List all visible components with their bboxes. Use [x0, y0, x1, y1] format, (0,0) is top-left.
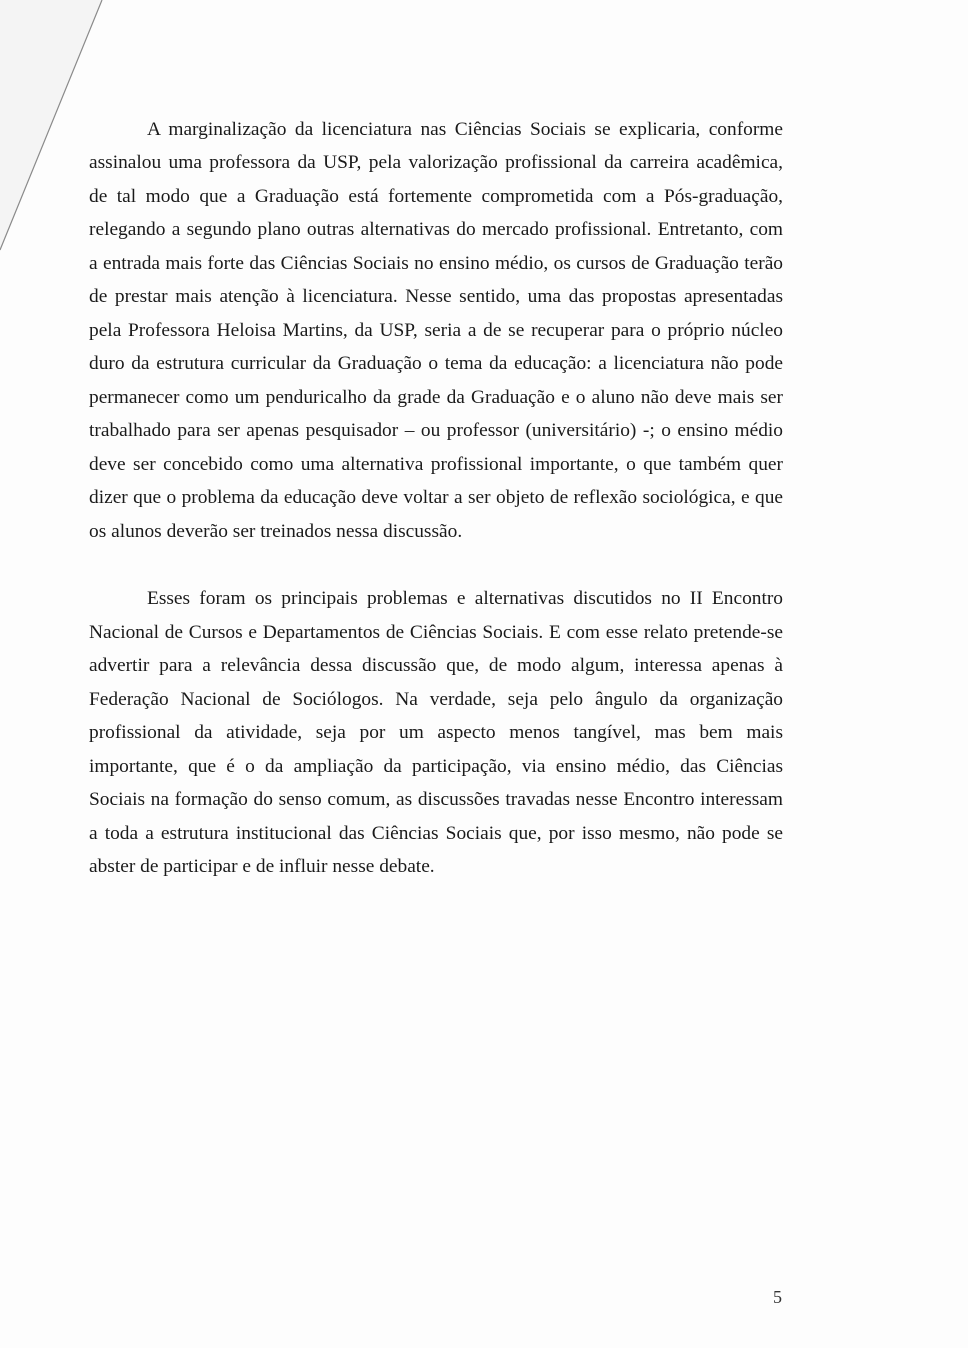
text-line: importante, que é o da ampliação da participação, via ensino médio, das Ciências — [89, 756, 783, 777]
text-line: Sociais na formação do senso comum, as discussões travadas nesse Encontro interessam — [89, 789, 783, 810]
text-line: Esses foram os principais problemas e alternativas discutidos no II Encontro — [147, 588, 783, 609]
text-line: os alunos deverão ser treinados nessa discussão. — [89, 521, 463, 542]
text-line: deve ser concebido como uma alternativa profissional importante, o que também quer — [89, 454, 783, 475]
page-number: 5 — [773, 1287, 782, 1307]
text-line: abster de participar e de influir nesse debate. — [89, 856, 435, 877]
text-line: duro da estrutura curricular da Graduação o tema da educação: a licenciatura não pode — [89, 353, 783, 374]
text-line: trabalhado para ser apenas pesquisador – ou professor (universitário) -; o ensino médio — [89, 420, 783, 441]
text-line: dizer que o problema da educação deve voltar a ser objeto de reflexão sociológica, e que — [89, 487, 783, 508]
text-line: a entrada mais forte das Ciências Sociais no ensino médio, os cursos de Graduação terão — [89, 253, 783, 274]
text-line: A marginalização da licenciatura nas Ciências Sociais se explicaria, conforme — [147, 119, 783, 140]
text-line: permanecer como um penduricalho da grade da Graduação e o aluno não deve mais ser — [89, 387, 783, 408]
text-line: Federação Nacional de Sociólogos. Na verdade, seja pelo ângulo da organização — [89, 689, 783, 710]
text-line: advertir para a relevância dessa discussão que, de modo algum, interessa apenas à — [89, 655, 783, 676]
text-line: profissional da atividade, seja por um aspecto menos tangível, mas bem mais — [89, 722, 783, 743]
text-line: de tal modo que a Graduação está fortemente comprometida com a Pós-graduação, — [89, 186, 783, 207]
text-line: assinalou uma professora da USP, pela valorização profissional da carreira acadêmica, — [89, 152, 783, 173]
text-line: de prestar mais atenção à licenciatura. Nesse sentido, uma das propostas apresentadas — [89, 286, 783, 307]
text-line: pela Professora Heloisa Martins, da USP, seria a de se recuperar para o próprio núcleo — [89, 320, 783, 341]
text-line: relegando a segundo plano outras alternativas do mercado profissional. Entretanto, com — [89, 219, 783, 240]
text-line: Nacional de Cursos e Departamentos de Ciências Sociais. E com esse relato pretende-se — [89, 622, 783, 643]
text-line: a toda a estrutura institucional das Ciências Sociais que, por isso mesmo, não pode se — [89, 823, 783, 844]
